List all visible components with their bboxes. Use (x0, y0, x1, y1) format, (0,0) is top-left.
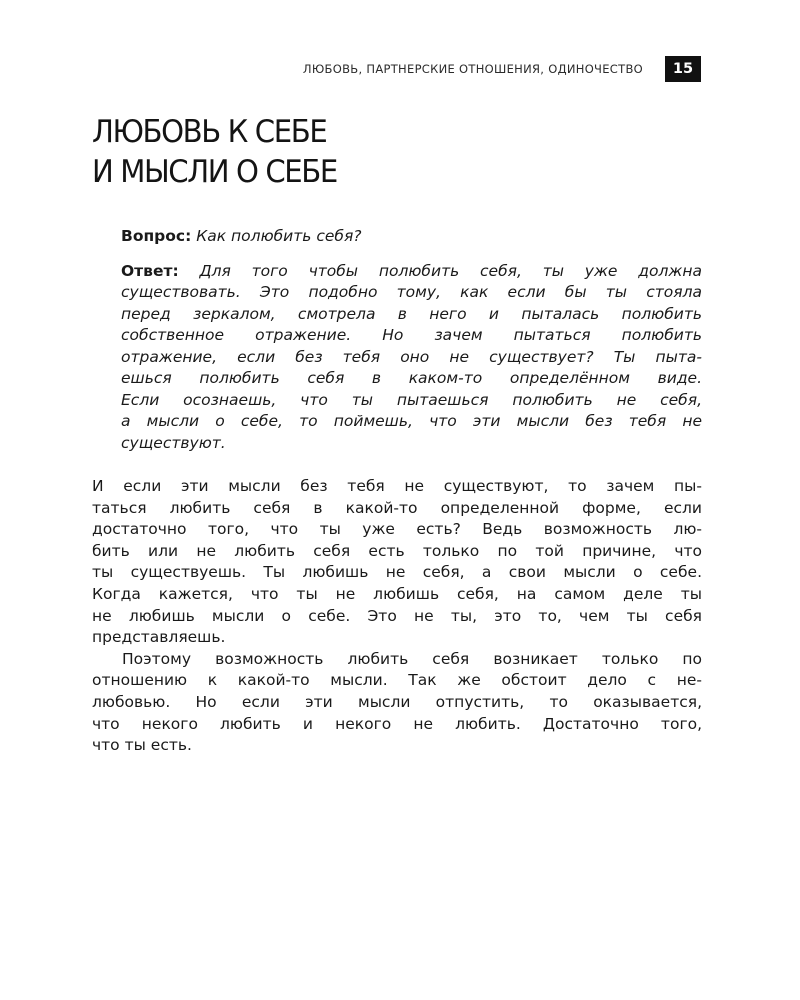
running-header (92, 56, 701, 82)
question (121, 226, 702, 248)
answer-line: существуют. (121, 433, 226, 452)
answer-label: Ответ: (121, 261, 179, 280)
answer-line: собственное отражение. Но зачем пытаться полюбить (121, 326, 702, 344)
question-label: Вопрос: (121, 227, 192, 245)
page-number: 15 (665, 56, 701, 82)
body-line: что ты есть. (92, 736, 192, 755)
answer-line: Если осознаешь, что ты пытаешься полюбить не себя, (121, 390, 702, 409)
body-line: достаточно того, что ты уже есть? Ведь возможность лю- (92, 520, 702, 539)
chapter-title-line: И МЫСЛИ О СЕБЕ (92, 154, 337, 190)
body-paragraph (92, 649, 702, 757)
running-title: ЛЮБОВЬ, ПАРТНЕРСКИЕ ОТНОШЕНИЯ, ОДИНОЧЕСТВО (302, 62, 643, 76)
body-line: И если эти мысли без тебя не существуют, то зачем пы- (92, 477, 702, 495)
body-line: представляешь. (92, 628, 226, 647)
body-line: таться любить себя в какой-то определенной форме, если (92, 498, 702, 517)
answer-line: отражение, если без тебя оно не существует? Ты пыта- (121, 347, 702, 366)
body-line: бить или не любить себя есть только по той причине, что (92, 541, 702, 560)
body-line: ты существуешь. Ты любишь не себя, а свои мысли о себе. (92, 563, 702, 582)
question-answer-block (121, 226, 702, 454)
answer (121, 261, 702, 455)
answer-line: перед зеркалом, смотрела в него и пыталась полюбить (121, 304, 702, 323)
body-text (92, 476, 702, 757)
body-line: отношению к какой-то мысли. Так же обстоит дело с не- (92, 671, 702, 690)
answer-line: ешься полюбить себя в каком-то определённом виде. (121, 369, 702, 387)
answer-line: существовать. Это подобно тому, как если бы ты стояла (121, 283, 702, 301)
answer-line: а мысли о себе, то поймешь, что эти мысли без тебя не (121, 412, 702, 430)
question-text: Как полюбить себя? (196, 227, 362, 245)
chapter-title (92, 112, 337, 192)
body-paragraph (92, 476, 702, 649)
body-line: Поэтому возможность любить себя возникает только по (122, 649, 702, 668)
body-line: что некого любить и некого не любить. Достаточно того, (92, 714, 702, 733)
body-line: Когда кажется, что ты не любишь себя, на самом деле ты (92, 584, 702, 603)
body-line: не любишь мысли о себе. Это не ты, это то, чем ты себя (92, 606, 702, 625)
body-line: любовью. Но если эти мысли отпустить, то оказывается, (92, 692, 702, 711)
answer-line: Для того чтобы полюбить себя, ты уже должна (199, 261, 702, 280)
chapter-title-line: ЛЮБОВЬ К СЕБЕ (92, 114, 327, 150)
